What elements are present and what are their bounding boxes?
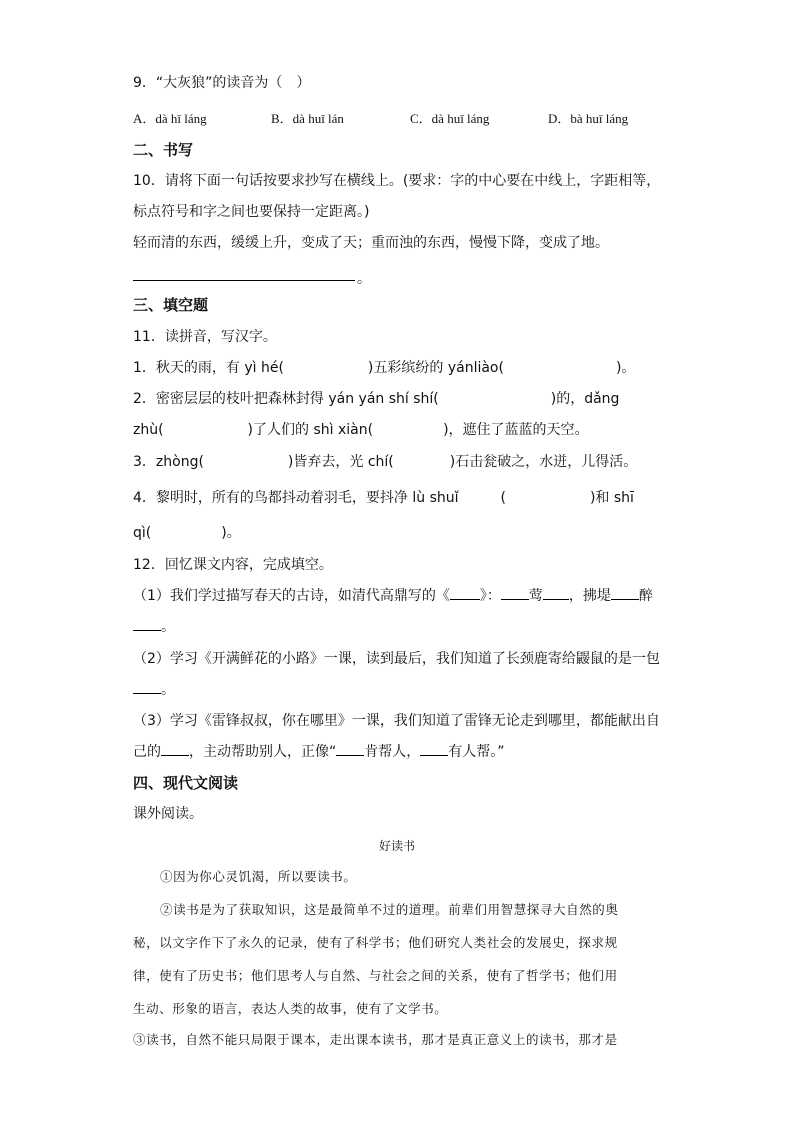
q10-end-mark: 。 xyxy=(357,271,371,287)
q11-item2-line2: zhù( )了人们的 shì xiàn( )，遮住了蓝蓝的天空。 xyxy=(133,422,589,438)
q12-blank-2[interactable] xyxy=(543,587,569,600)
q12-stem: 12．回忆课文内容，完成填空。 xyxy=(133,557,333,573)
reading-paragraph-3-line1: ③读书，自然不能只局限于课本，走出课本读书，那才是真正意义上的读书，那才是 xyxy=(133,1032,618,1047)
q11-item4-line2: qì( )。 xyxy=(133,525,241,541)
q10-line2: 标点符号和字之间也要保持一定距离。) xyxy=(133,204,370,220)
q12-sub2-text-b: 。 xyxy=(161,682,175,698)
q11-item2-line1: 2．密密层层的枝叶把森林封得 yán yán shí shí( )的，dǎng xyxy=(133,391,620,407)
q9-option-a[interactable]: A．dà hī láng xyxy=(133,111,207,126)
q11-item3: 3．zhòng( )皆弃去，光 chí( )石击瓮破之，水迸，儿得活。 xyxy=(133,454,638,470)
q12-sub3-text-c: ，主动帮助别人，正像“ xyxy=(189,744,337,760)
q12-sub1-text-d: ，拂堤 xyxy=(568,588,611,604)
q10-answer-line[interactable] xyxy=(133,270,355,281)
q9-option-b[interactable]: B．dà huī lán xyxy=(271,111,344,126)
q12-blank-4[interactable] xyxy=(133,618,161,631)
q12-blank-6[interactable] xyxy=(161,743,189,756)
q12-blank-1[interactable] xyxy=(501,587,529,600)
q12-sub1-line2 xyxy=(133,618,175,636)
q12-sub1-line1 xyxy=(133,587,653,605)
section-3-title: 三、填空题 xyxy=(133,296,209,314)
reading-paragraph-2-line2: 秘，以文字作下了永久的记录，使有了科学书；他们研究人类社会的发展史，探求规 xyxy=(133,935,618,950)
q12-sub2-line1: （2）学习《开满鲜花的小路》一课，读到最后，我们知道了长颈鹿寄给鼹鼠的是一包 xyxy=(133,651,660,667)
q12-blank-3[interactable] xyxy=(611,587,639,600)
q12-sub3-text-b: 己的 xyxy=(133,744,161,760)
q9-option-d[interactable]: D．bà huī láng xyxy=(548,111,629,126)
q12-sub1-text-a: （1）我们学过描写春天的古诗，如清代高鼎写的《 xyxy=(133,588,450,604)
reading-paragraph-1: ①因为你心灵饥渴，所以要读书。 xyxy=(160,869,357,884)
q12-sub1-text-b: 》： xyxy=(479,588,501,604)
reading-paragraph-2-line1: ②读书是为了获取知识，这是最简单不过的道理。前辈们用智慧探寻大自然的奥 xyxy=(160,902,619,917)
q10-line1: 10．请将下面一句话按要求抄写在横线上。(要求：字的中心要在中线上，字距相等， xyxy=(133,173,661,189)
q9-option-c[interactable]: C．dà huī láng xyxy=(410,111,490,126)
section-2-title: 二、书写 xyxy=(133,141,194,159)
q12-sub1-text-e: 醉 xyxy=(638,588,653,604)
reading-paragraph-2-line3: 律，使有了历史书；他们思考人与自然、与社会之间的关系，使有了哲学书；他们用 xyxy=(133,968,618,983)
reading-intro: 课外阅读。 xyxy=(133,806,203,822)
q11-stem: 11．读拼音，写汉字。 xyxy=(133,329,277,345)
q9-stem: 9．“大灰狼”的读音为（ ） xyxy=(133,75,311,91)
section-4-title: 四、现代文阅读 xyxy=(133,774,239,792)
q11-item4-line1: 4．黎明时，所有的鸟都抖动着羽毛，要抖净 lù shuǐ ( )和 shī xyxy=(133,490,634,506)
q12-blank-8[interactable] xyxy=(420,743,448,756)
q11-item1: 1．秋天的雨，有 yì hé( )五彩缤纷的 yánliào( )。 xyxy=(133,360,636,376)
q12-sub2-line2 xyxy=(133,681,175,699)
q10-sentence: 轻而清的东西，缓缓上升，变成了天；重而浊的东西，慢慢下降，变成了地。 xyxy=(133,235,609,251)
q12-sub3-line1: （3）学习《雷锋叔叔，你在哪里》一课，我们知道了雷锋无论走到哪里，都能献出自 xyxy=(133,713,660,729)
reading-paragraph-2-line4: 生动、形象的语言，表达人类的故事，使有了文学书。 xyxy=(133,1001,448,1016)
q12-sub1-text-c: 莺 xyxy=(528,588,543,604)
reading-title: 好读书 xyxy=(378,839,415,853)
q12-sub1-text-f: 。 xyxy=(161,619,175,635)
q12-sub3-line2 xyxy=(133,743,505,761)
q12-blank-5[interactable] xyxy=(133,681,161,694)
q12-sub3-text-e: 有人帮。” xyxy=(448,744,505,760)
q12-blank-7[interactable] xyxy=(336,743,364,756)
q12-sub3-text-d: 肯帮人， xyxy=(364,744,421,760)
q12-blank-poem-title[interactable] xyxy=(450,587,480,600)
